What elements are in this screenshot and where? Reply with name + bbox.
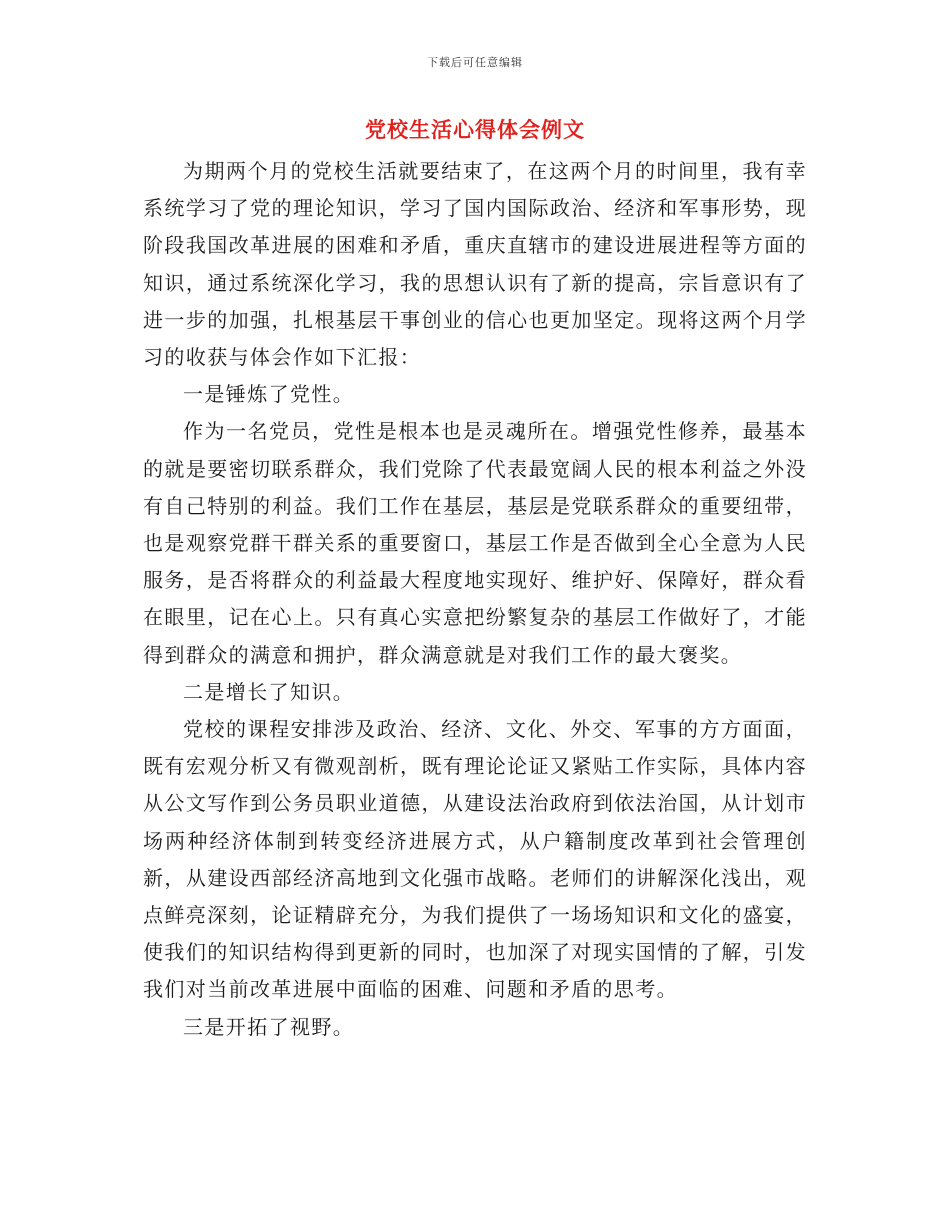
paragraph-heading-3: 三是开拓了视野。 xyxy=(183,1014,355,1039)
document-title: 党校生活心得体会例文 xyxy=(365,117,585,142)
document-body xyxy=(143,153,807,1046)
paragraph-heading-2: 二是增长了知识。 xyxy=(183,679,355,704)
header-note: 下载后可任意编辑 xyxy=(427,56,523,69)
paragraph-heading-1: 一是锤炼了党性。 xyxy=(183,382,355,407)
paragraph-intro: 为期两个月的党校生活就要结束了，在这两个月的时间里，我有幸系统学习了党的理论知识，学习了国内国际政治、经济和军事形势，现阶段我国改革进展的困难和矛盾，重庆直辖市的建设进展进程等方面的知识，通过系统深化学习，我的思想认识有了新的提高，宗旨意识有了进一步的加强，扎根基层干事创业的信心也更加坚定。现将这两个月学习的收获与体会作如下汇报： xyxy=(143,159,807,370)
paragraph-party-spirit: 作为一名党员，党性是根本也是灵魂所在。增强党性修养，最基本的就是要密切联系群众，我们党除了代表最宽阔人民的根本利益之外没有自己特别的利益。我们工作在基层，基层是党联系群众的重要纽带，也是观察党群干群关系的重要窗口，基层工作是否做到全心全意为人民服务，是否将群众的利益最大程度地实现好、维护好、保障好，群众看在眼里，记在心上。只有真心实意把纷繁复杂的基层工作做好了，才能得到群众的满意和拥护，群众满意就是对我们工作的最大褒奖。 xyxy=(143,419,807,667)
paragraph-knowledge: 党校的课程安排涉及政治、经济、文化、外交、军事的方方面面，既有宏观分析又有微观剖析，既有理论论证又紧贴工作实际，具体内容从公文写作到公务员职业道德，从建设法治政府到依法治国，从计划市场两种经济体制到转变经济进展方式，从户籍制度改革到社会管理创新，从建设西部经济高地到文化强市战略。老师们的讲解深化浅出，观点鲜亮深刻，论证精辟充分，为我们提供了一场场知识和文化的盛宴，使我们的知识结构得到更新的同时，也加深了对现实国情的了解，引发我们对当前改革进展中面临的困难、问题和矛盾的思考。 xyxy=(143,717,807,1002)
